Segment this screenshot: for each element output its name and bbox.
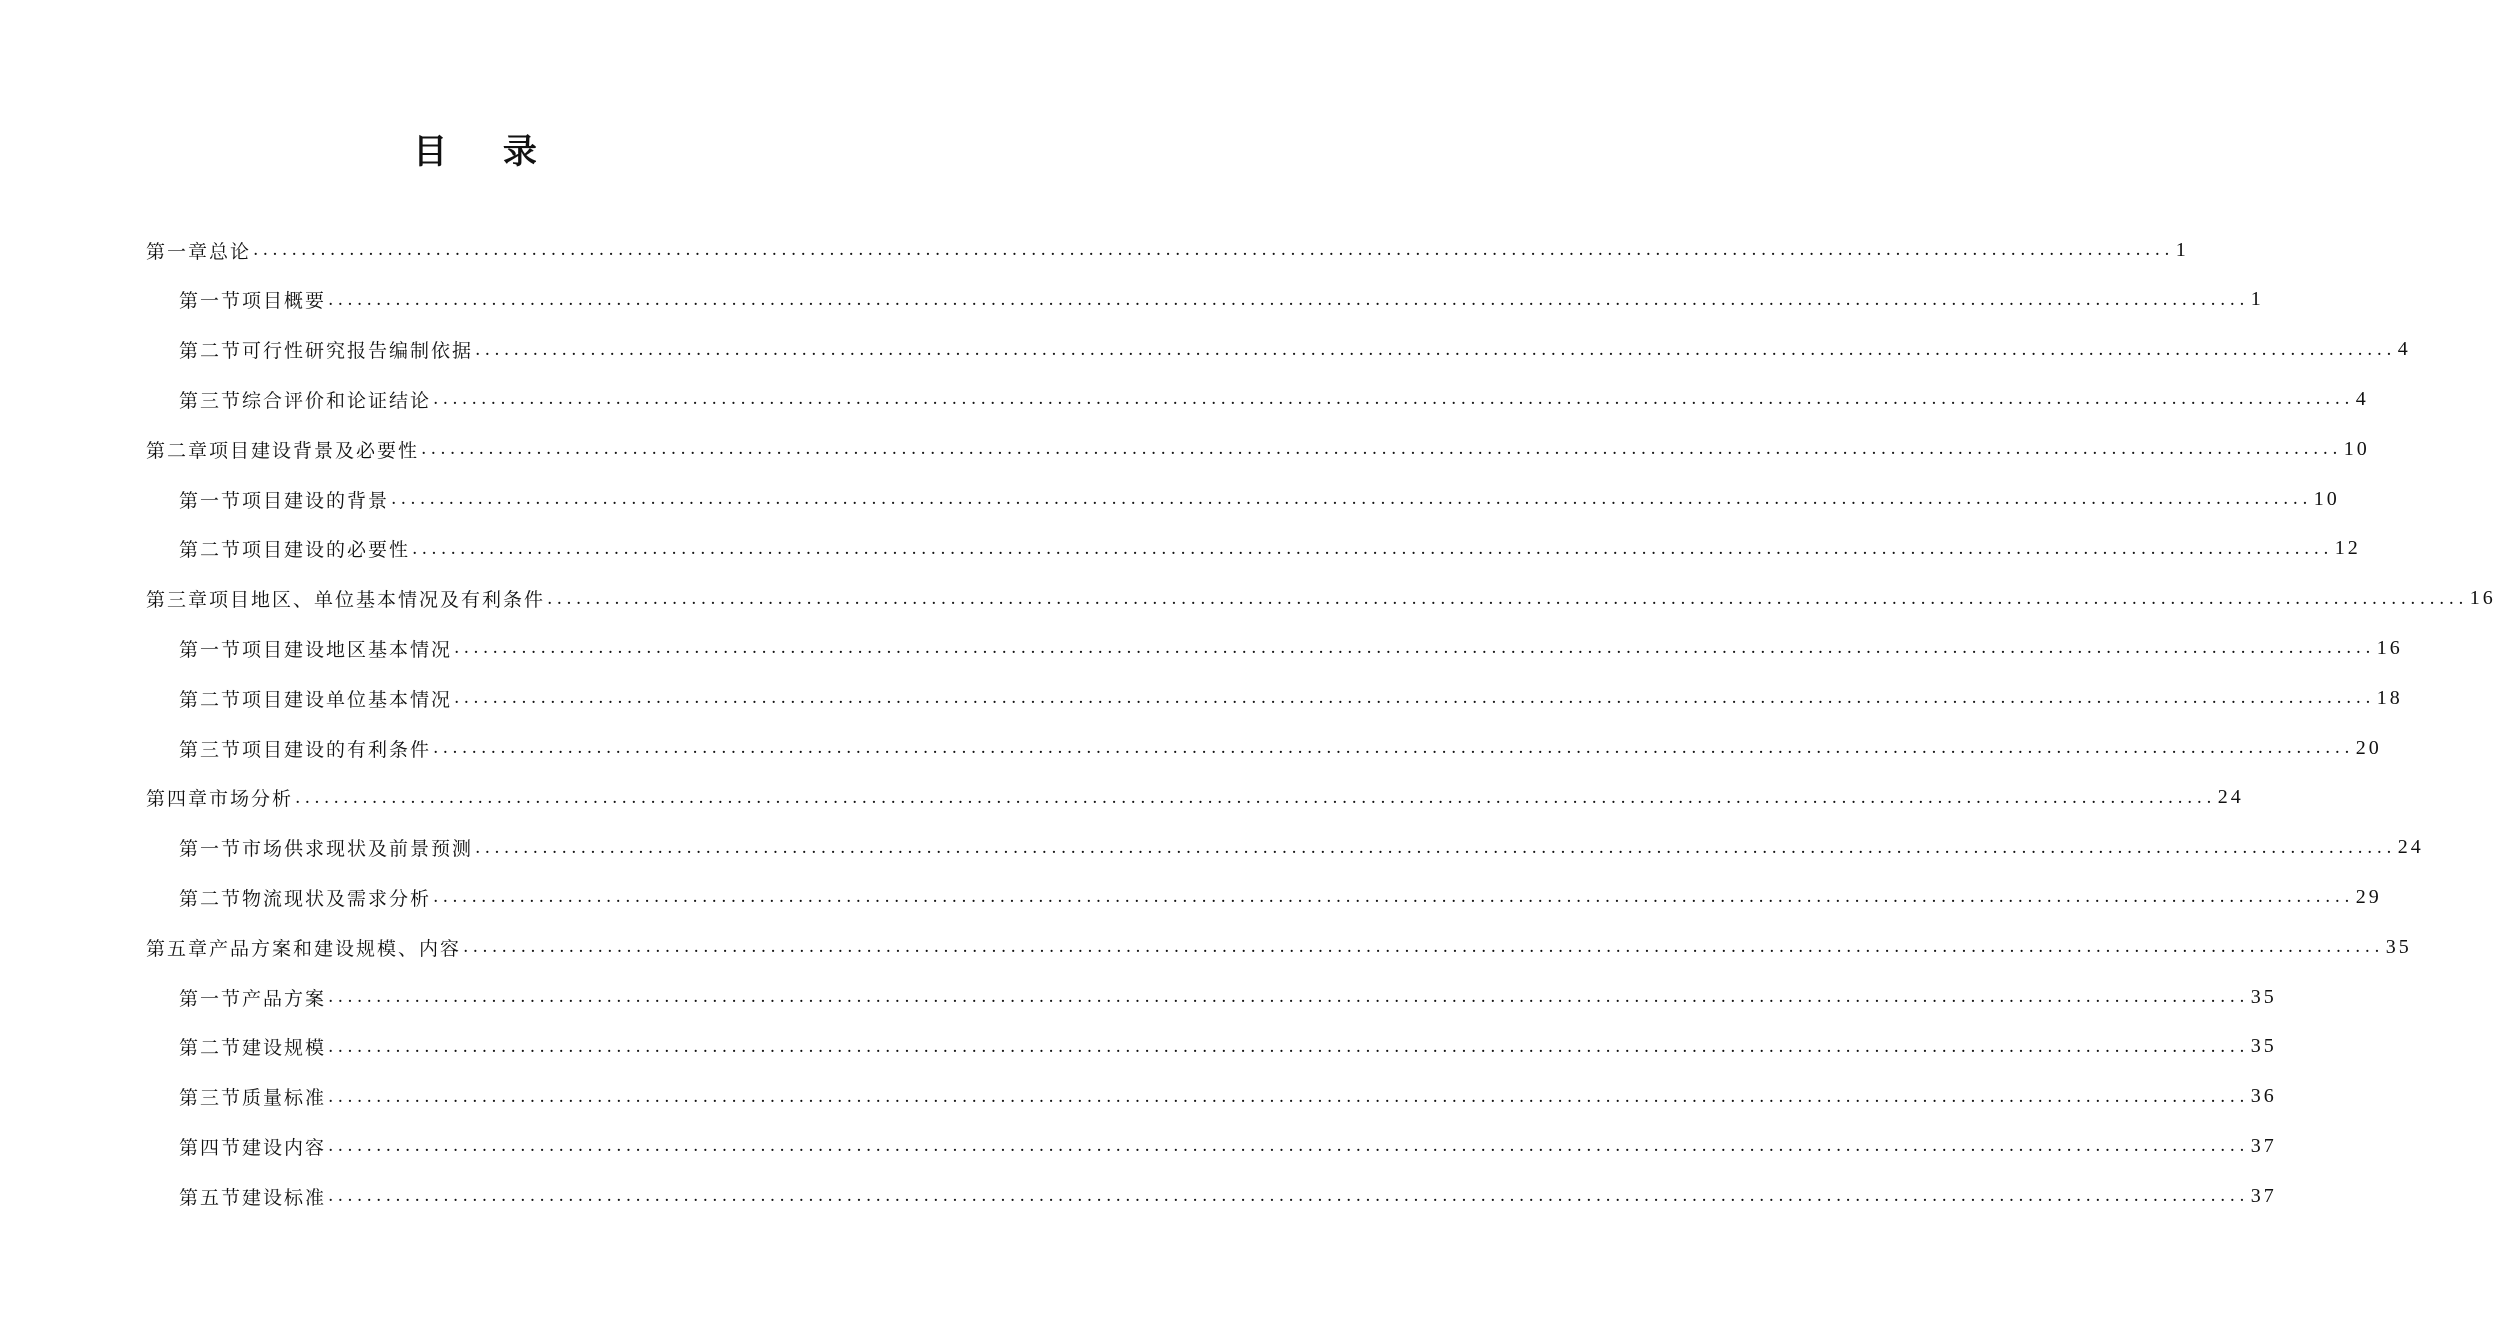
toc-page-number: 16	[2469, 587, 2496, 610]
toc-entry-number: 第四节	[179, 1136, 243, 1159]
toc-section-entry[interactable]	[179, 972, 2277, 1022]
toc-entry-number: 第二节	[179, 1037, 243, 1060]
toc-entry-title: 项目建设背景及必要性	[209, 439, 420, 462]
toc-page-number: 35	[2250, 1035, 2277, 1058]
toc-entry-title: 项目概要	[242, 290, 327, 313]
toc-page-number: 35	[2250, 985, 2277, 1008]
toc-section-entry[interactable]	[179, 1171, 2277, 1221]
toc-entry-number: 第三节	[179, 738, 243, 761]
toc-entry-title: 建设规模	[242, 1037, 327, 1060]
toc-dot-leader: ........................................................................................................................................................................................................	[328, 1036, 2249, 1057]
toc-dot-leader: ........................................................................................................................................................................................................	[328, 1086, 2249, 1107]
toc-chapter-entry[interactable]	[146, 574, 2496, 624]
toc-entry-number: 第三章	[146, 589, 210, 612]
toc-page-number: 20	[2355, 736, 2382, 759]
toc-chapter-entry[interactable]	[146, 424, 2370, 474]
toc-dot-leader: ........................................................................................................................................................................................................	[433, 887, 2354, 908]
toc-entry-title: 产品方案	[242, 987, 327, 1010]
toc-dot-leader: ........................................................................................................................................................................................................	[433, 738, 2354, 758]
toc-page-number: 12	[2334, 537, 2361, 560]
toc-section-entry[interactable]	[179, 872, 2382, 922]
toc-page-number: 16	[2376, 636, 2403, 659]
toc-section-entry[interactable]	[179, 325, 2411, 375]
toc-section-entry[interactable]	[179, 673, 2403, 723]
toc-entry-number: 第二节	[179, 688, 243, 711]
toc-chapter-entry[interactable]	[146, 773, 2244, 823]
toc-dot-leader: ........................................................................................................................................................................................................	[328, 1186, 2249, 1207]
toc-page-number: 37	[2250, 1184, 2277, 1207]
toc-dot-leader: ........................................................................................................................................................................................................	[328, 1136, 2249, 1157]
toc-dot-leader: ........................................................................................................................................................................................................	[295, 787, 2216, 808]
toc-page-number: 24	[2217, 786, 2244, 809]
toc-section-entry[interactable]	[179, 1121, 2277, 1171]
toc-entry-number: 第二节	[179, 539, 243, 562]
toc-page-number: 1	[2250, 288, 2264, 311]
toc-dot-leader: ........................................................................................................................................................................................................	[412, 538, 2333, 559]
toc-page-number: 4	[2397, 338, 2411, 361]
toc-section-entry[interactable]	[179, 623, 2403, 673]
toc-dot-leader: ........................................................................................................................................................................................................	[463, 937, 2384, 958]
toc-entry-number: 第一节	[179, 638, 243, 661]
toc-dot-leader: ........................................................................................................................................................................................................	[475, 837, 2396, 858]
toc-dot-leader: ........................................................................................................................................................................................................	[253, 240, 2174, 260]
toc-entry-number: 第一节	[179, 987, 243, 1010]
toc-dot-leader: ........................................................................................................................................................................................................	[454, 638, 2375, 659]
toc-dot-leader: ........................................................................................................................................................................................................	[421, 439, 2342, 460]
toc-entry-number: 第三节	[179, 1087, 243, 1110]
toc-section-entry[interactable]	[179, 474, 2340, 524]
toc-entry-title: 项目建设单位基本情况	[242, 688, 453, 711]
page-title: 目 录	[413, 132, 559, 172]
toc-entry-title: 市场供求现状及前景预测	[242, 838, 474, 861]
toc-entry-number: 第一章	[146, 240, 210, 263]
toc-dot-leader: ........................................................................................................................................................................................................	[328, 289, 2249, 310]
toc-page-number: 10	[2313, 487, 2340, 510]
toc-entry-number: 第二章	[146, 439, 210, 462]
toc-dot-leader: ........................................................................................................................................................................................................	[328, 987, 2249, 1007]
toc-entry-title: 可行性研究报告编制依据	[242, 340, 474, 363]
toc-entry-number: 第四章	[146, 788, 210, 811]
toc-section-entry[interactable]	[179, 723, 2382, 773]
toc-page-number: 4	[2355, 387, 2369, 410]
toc-entry-title: 项目地区、单位基本情况及有利条件	[209, 589, 546, 612]
toc-section-entry[interactable]	[179, 1072, 2277, 1122]
toc-entry-title: 项目建设的必要性	[242, 539, 411, 562]
toc-dot-leader: ........................................................................................................................................................................................................	[433, 389, 2354, 410]
toc-section-entry[interactable]	[179, 823, 2424, 873]
toc-dot-leader: ........................................................................................................................................................................................................	[547, 588, 2468, 609]
toc-dot-leader: ........................................................................................................................................................................................................	[391, 489, 2312, 509]
toc-page-number: 35	[2385, 935, 2412, 958]
toc-entry-title: 质量标准	[242, 1087, 327, 1110]
toc-entry-number: 第二节	[179, 887, 243, 910]
toc-chapter-entry[interactable]	[146, 225, 2189, 275]
toc-entry-number: 第五章	[146, 937, 210, 960]
toc-entry-number: 第五节	[179, 1186, 243, 1209]
toc-entry-title: 物流现状及需求分析	[242, 887, 432, 910]
toc-dot-leader: ........................................................................................................................................................................................................	[475, 339, 2396, 360]
toc-entry-number: 第三节	[179, 389, 243, 412]
toc-entry-number: 第一节	[179, 489, 243, 512]
toc-entry-title: 市场分析	[209, 788, 294, 811]
toc-chapter-entry[interactable]	[146, 922, 2412, 972]
toc-entry-title: 综合评价和论证结论	[242, 389, 432, 412]
toc-entry-number: 第一节	[179, 838, 243, 861]
toc-page-number: 37	[2250, 1134, 2277, 1157]
toc-entry-number: 第一节	[179, 290, 243, 313]
toc-page-number: 1	[2175, 238, 2189, 261]
toc-section-entry[interactable]	[179, 524, 2361, 574]
toc-entry-title: 项目建设的有利条件	[242, 738, 432, 761]
toc-page-number: 36	[2250, 1085, 2277, 1108]
toc-entry-number: 第二节	[179, 340, 243, 363]
toc-entry-title: 总论	[209, 240, 252, 263]
toc-section-entry[interactable]	[179, 275, 2264, 325]
toc-entry-title: 项目建设地区基本情况	[242, 638, 453, 661]
toc-entry-title: 建设标准	[242, 1186, 327, 1209]
toc-entry-title: 产品方案和建设规模、内容	[209, 937, 462, 960]
toc-page-number: 10	[2343, 437, 2370, 460]
toc-page-number: 24	[2397, 836, 2424, 859]
toc-section-entry[interactable]	[179, 1022, 2277, 1072]
toc-entry-title: 项目建设的背景	[242, 489, 390, 512]
toc-page-number: 29	[2355, 885, 2382, 908]
toc-page-number: 18	[2376, 686, 2403, 709]
toc-entry-title: 建设内容	[242, 1136, 327, 1159]
toc-section-entry[interactable]	[179, 374, 2369, 424]
toc-dot-leader: ........................................................................................................................................................................................................	[454, 688, 2375, 709]
